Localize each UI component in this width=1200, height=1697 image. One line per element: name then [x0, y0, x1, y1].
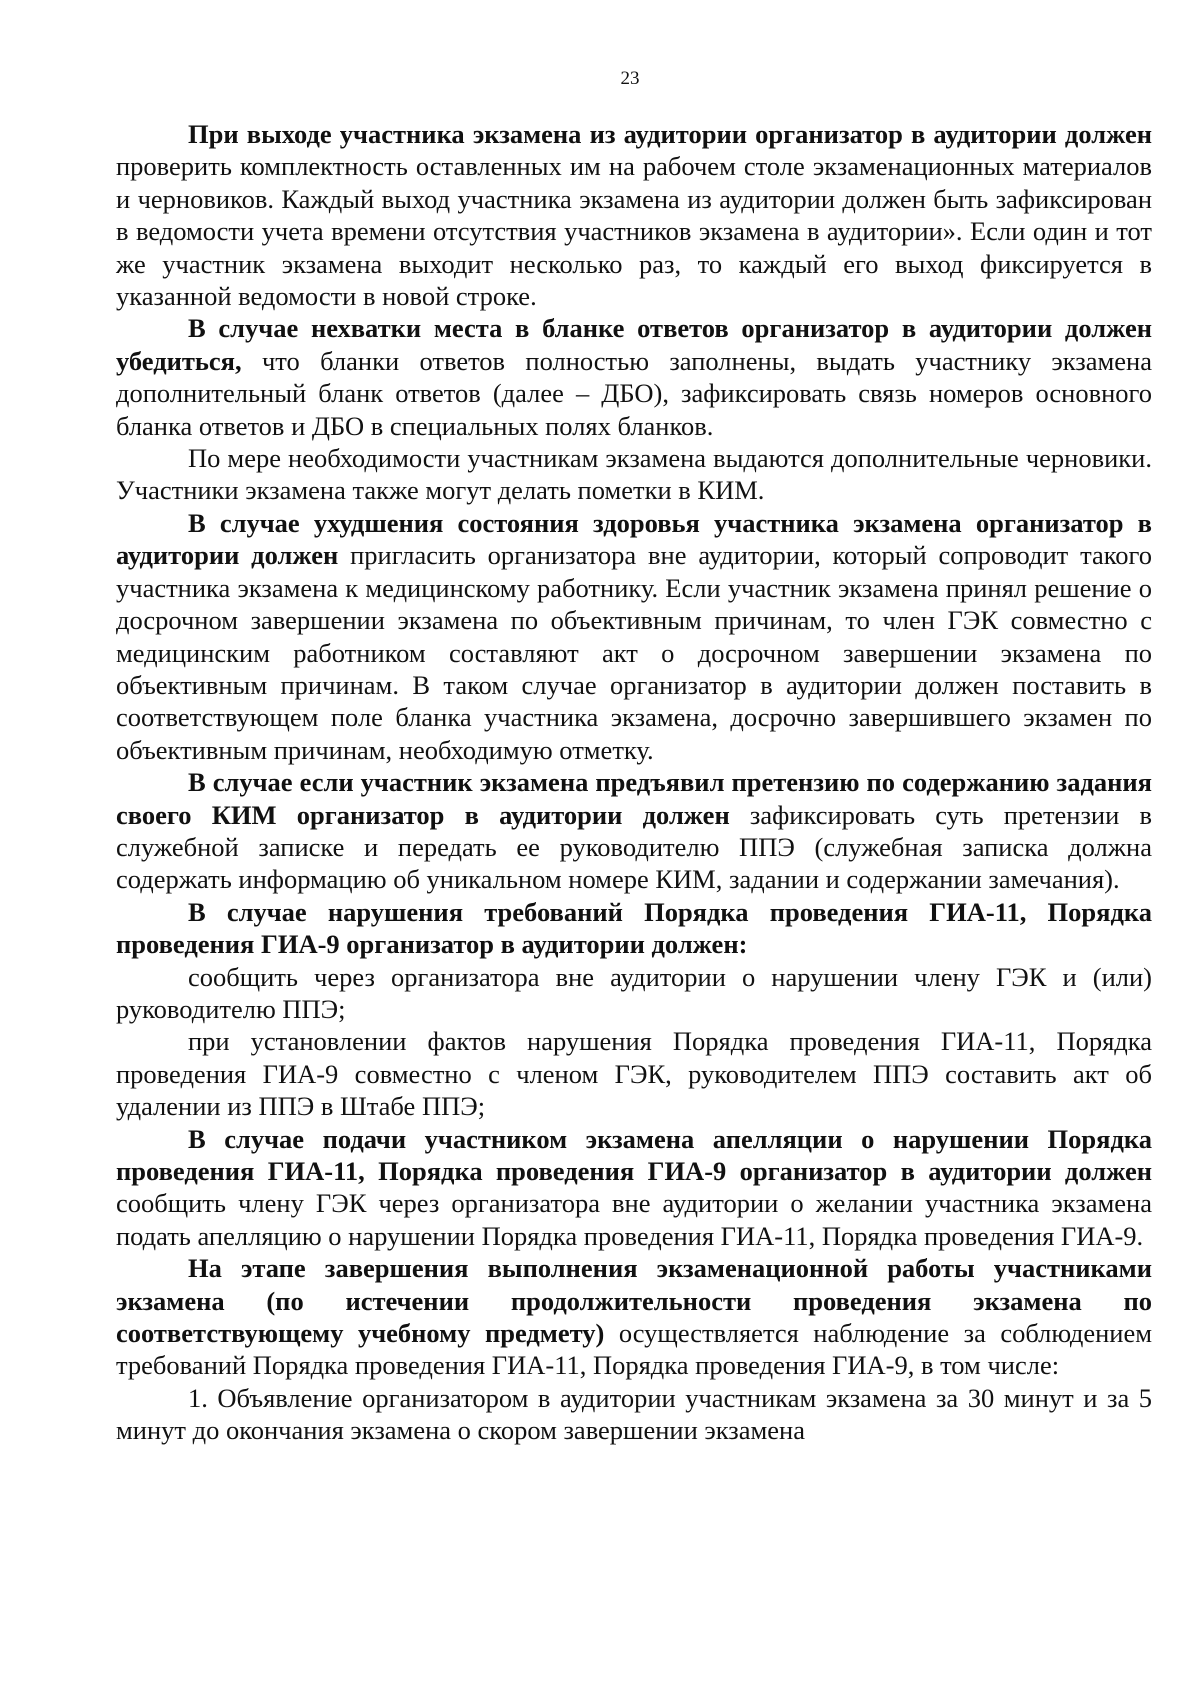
paragraph-bold-lead: В случае если участник экзамена предъявил претензию по содержанию задания своего КИМ организатор в аудитории должен — [116, 767, 1152, 830]
paragraph-bold-lead: В случае подачи участником экзамена апелляции о нарушении Порядка проведения ГИА-11, Порядка проведения ГИА-9 организатор в аудитории должен — [116, 1123, 1152, 1186]
paragraph-drafts — [116, 442, 1152, 507]
paragraph-text: проверить комплектность оставленных им на рабочем столе экзаменационных материалов и черновиков. Каждый выход участника экзамена из аудитории должен быть зафиксирован в ведомости учета времени отсутствия участников экзамена в аудитории». Если один и тот же участник экзамена выходит несколько раз, то каждый его выход фиксируется в указанной ведомости в новой строке. — [116, 151, 1152, 312]
paragraph-bold-lead: В случае ухудшения состояния здоровья участника экзамена организатор в аудитории должен — [116, 507, 1152, 571]
paragraph-violation-report — [116, 961, 1152, 1026]
paragraph-text: что бланки ответов полностью заполнены, выдать участнику экзамена дополнительный бланк ответов (далее – ДБО), зафиксировать связь номеров основного бланка ответов и ДБО в специальных полях бланков. — [116, 345, 1152, 441]
paragraph-bold-lead: В случае нарушения требований Порядка проведения ГИА-11, Порядка проведения ГИА-9 организатор в аудитории должен: — [116, 896, 1152, 960]
paragraph-text: при установлении фактов нарушения Порядка проведения ГИА-11, Порядка проведения ГИА-9 совместно с членом ГЭК, руководителем ППЭ составить акт об удалении из ППЭ в Штабе ППЭ; — [116, 1026, 1152, 1122]
paragraph-violation-act — [116, 1025, 1152, 1122]
paragraph-answer-sheet-space — [116, 312, 1152, 442]
paragraph-completion-stage — [116, 1252, 1152, 1382]
paragraph-leaving-room — [116, 118, 1152, 312]
paragraph-health — [116, 507, 1152, 766]
paragraph-text: сообщить члену ГЭК через организатора вне аудитории о желании участника экзамена подать апелляцию о нарушении Порядка проведения ГИА-11, Порядка проведения ГИА-9. — [116, 1188, 1152, 1251]
paragraph-bold-lead: На этапе завершения выполнения экзаменационной работы участниками экзамена (по истечении продолжительности проведения экзамена по соответствующему учебному предмету) — [116, 1253, 1152, 1349]
page-number: 23 — [620, 68, 640, 89]
paragraph-text: зафиксировать суть претензии в служебной записке и передать ее руководителю ППЭ (служебная записка должна содержать информацию об уникальном номере КИМ, задании и содержании замечания). — [116, 799, 1152, 895]
paragraph-text: пригласить организатора вне аудитории, который сопроводит такого участника экзамена к медицинскому работнику. Если участник экзамена принял решение о досрочном завершении экзамена по объективным причинам, то член ГЭК совместно с медицинским работником составляют акт о досрочном завершении экзамена по объективным причинам. В таком случае организатор в аудитории должен поставить в соответствующем поле бланка участника экзамена, досрочно завершившего экзамен по объективным причинам, необходимую отметку. — [116, 540, 1153, 765]
paragraph-bold-lead: В случае нехватки места в бланке ответов организатор в аудитории должен убедиться, — [116, 313, 1152, 376]
paragraph-text: По мере необходимости участникам экзамена выдаются дополнительные черновики. Участники экзамена также могут делать пометки в КИМ. — [116, 443, 1152, 506]
paragraph-text: 1. Объявление организатором в аудитории участникам экзамена за 30 минут и за 5 минут до окончания экзамена о скором завершении экзамена — [116, 1382, 1152, 1446]
paragraph-violation-heading — [116, 896, 1152, 961]
paragraph-bold-lead: При выходе участника экзамена из аудитории организатор в аудитории должен — [188, 119, 1152, 149]
paragraph-appeal — [116, 1123, 1152, 1253]
paragraph-list-item-1 — [116, 1382, 1152, 1447]
paragraph-text: сообщить через организатора вне аудитории о нарушении члену ГЭК и (или) руководителю ППЭ; — [116, 961, 1152, 1024]
document-body — [116, 118, 1152, 1447]
paragraph-claim — [116, 766, 1152, 896]
paragraph-text: осуществляется наблюдение за соблюдением требований Порядка проведения ГИА-11, Порядка проведения ГИА-9, в том числе: — [116, 1318, 1152, 1381]
